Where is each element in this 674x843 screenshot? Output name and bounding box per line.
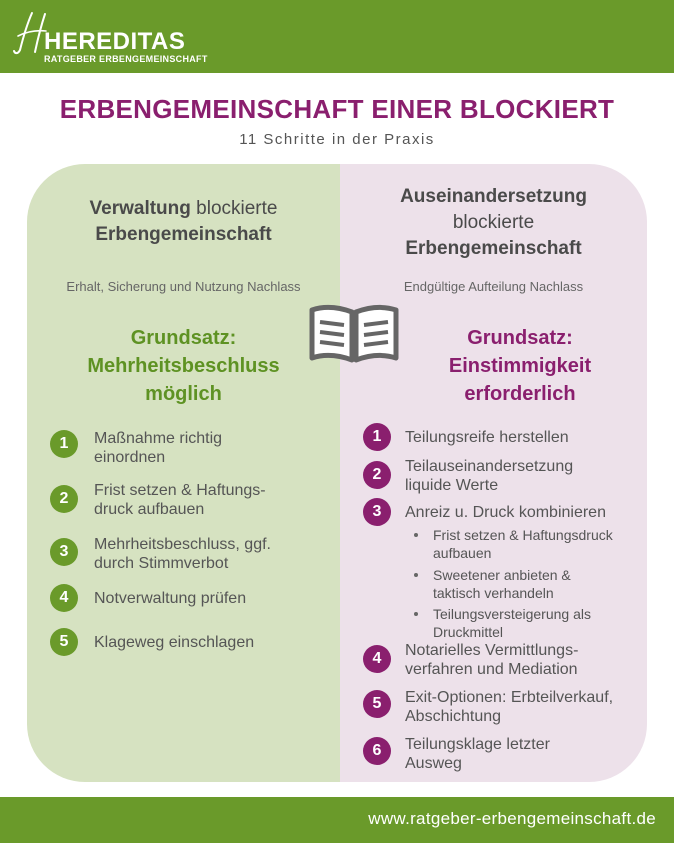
left-step-5 (94, 633, 254, 652)
right-step-5 (405, 688, 613, 726)
step-number-badge: 1 (363, 423, 391, 451)
step-line: Anreiz u. Druck kombinieren (405, 504, 606, 521)
right-step-6 (405, 735, 550, 773)
step-line: Exit-Optionen: Erbteilverkauf, (405, 689, 614, 706)
step-line: Notverwaltung prüfen (94, 590, 247, 607)
bullet-icon (414, 612, 418, 616)
step-line: Klageweg einschlagen (94, 634, 255, 651)
left-step-3 (94, 535, 271, 573)
sub-item-line: Druckmittel (433, 624, 504, 640)
sub-item-line: aufbauen (433, 545, 492, 561)
step-line: verfahren und Mediation (405, 661, 578, 678)
step-line: durch Stimmverbot (94, 555, 229, 572)
right-step-3 (405, 503, 606, 522)
bullet-icon (414, 533, 418, 537)
left-step-1 (94, 429, 222, 467)
step-line: druck aufbauen (94, 501, 205, 518)
step-number-badge: 1 (50, 430, 78, 458)
brand-tagline: RATGEBER ERBENGEMEINSCHAFT (44, 54, 208, 64)
header-bar (0, 0, 674, 73)
right-sub-item-3 (433, 605, 591, 641)
left-principle-line: Mehrheitsbeschluss (87, 355, 280, 377)
left-step-4 (94, 589, 246, 608)
step-number-badge: 2 (50, 485, 78, 513)
step-number-badge: 5 (363, 690, 391, 718)
right-principle (390, 324, 647, 408)
sub-item-line: Sweetener anbieten & (433, 567, 571, 583)
left-principle-line: Grundsatz: (130, 327, 237, 349)
page-title: ERBENGEMEINSCHAFT EINER BLOCKIERT (59, 94, 615, 124)
right-heading-regular: blockierte (452, 212, 535, 233)
step-number-badge: 3 (50, 538, 78, 566)
left-principle-line: möglich (145, 383, 222, 405)
step-line: Maßnahme richtig (94, 430, 223, 447)
step-line: Notarielles Vermittlungs- (405, 642, 579, 659)
step-number-badge: 6 (363, 737, 391, 765)
step-line: Abschichtung (405, 708, 502, 725)
right-heading-bold-2: Erbengemeinschaft (405, 238, 582, 259)
sub-item-line: taktisch verhandeln (433, 585, 554, 601)
right-heading (340, 184, 647, 262)
step-number-badge: 2 (363, 461, 391, 489)
step-line: liquide Werte (405, 477, 499, 494)
right-sub-item-1 (433, 526, 613, 562)
sub-item-line: Teilungsversteigerung als (433, 606, 591, 622)
step-line: Teilauseinandersetzung (405, 458, 574, 475)
sub-item-line: Frist setzen & Haftungsdruck (433, 527, 613, 543)
step-line: einordnen (94, 449, 166, 466)
step-number-badge: 5 (50, 628, 78, 656)
bullet-icon (414, 573, 418, 577)
step-number-badge: 4 (363, 645, 391, 673)
right-principle-line: Einstimmigkeit (448, 355, 592, 377)
step-line: Frist setzen & Haftungs- (94, 482, 266, 499)
left-heading-bold: Verwaltung (89, 198, 191, 219)
left-heading (27, 196, 340, 248)
website-link[interactable]: www.ratgeber-erbengemeinschaft.de (368, 809, 656, 828)
footer-bar (0, 797, 674, 843)
page-subtitle: 11 Schritte in der Praxis (239, 131, 435, 148)
step-line: Ausweg (405, 755, 462, 772)
right-step-2 (405, 457, 573, 495)
left-step-2 (94, 481, 266, 519)
right-step-4 (405, 641, 578, 679)
left-column (27, 164, 340, 782)
left-heading-bold-2: Erbengemeinschaft (95, 224, 272, 245)
step-line: Teilungsklage letzter (405, 736, 550, 753)
right-principle-line: Grundsatz: (467, 327, 573, 349)
right-principle-line: erforderlich (464, 383, 576, 405)
right-sub-item-2 (433, 566, 571, 602)
right-description: Endgültige Aufteilung Nachlass (403, 279, 584, 294)
left-principle (27, 324, 340, 408)
left-heading-regular: blockierte (190, 198, 278, 219)
step-line: Mehrheitsbeschluss, ggf. (94, 536, 271, 553)
step-number-badge: 3 (363, 498, 391, 526)
step-number-badge: 4 (50, 584, 78, 612)
step-line: Teilungsreife herstellen (405, 429, 569, 446)
brand-name: HEREDITAS (44, 28, 186, 55)
left-description: Erhalt, Sicherung und Nutzung Nachlass (66, 279, 301, 294)
right-heading-bold: Auseinandersetzung (400, 186, 587, 207)
open-book-icon (308, 300, 400, 366)
right-step-1 (405, 428, 569, 447)
